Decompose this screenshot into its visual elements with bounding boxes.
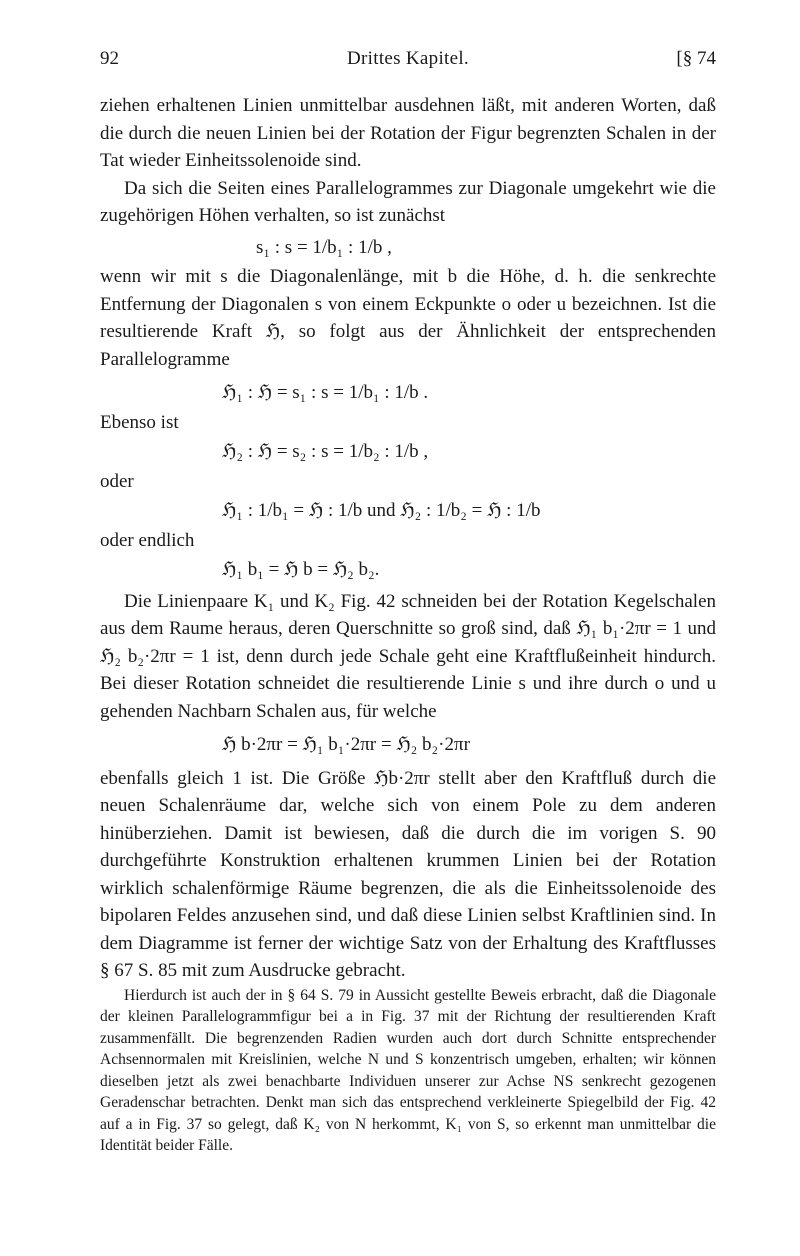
paragraph-5: ebenfalls gleich 1 ist. Die Größe ℌb·2πr stellt aber den Kraftfluß durch die neuen Schalenräume dar, welche sich von einem Pole zu dem anderen hinüberziehen. Damit ist bewiesen, daß die durch die im vorigen S. 90 durchgeführte Konstruktion erhaltenen krummen Linien bei der Rotation wirklich schalenförmige Räume begrenzen, die als die Einheitssolenoide des bipolaren Feldes anzusehen sind, und daß diese Linien selbst Kraftlinien sind. In dem Diagramme ist ferner der wichtige Satz von der Erhaltung des Kraftflusses § 67 S. 85 mit zum Ausdrucke gebracht. bbox=[100, 767, 716, 981]
equation-3 bbox=[100, 438, 716, 466]
ebenso-label: Ebenso ist bbox=[100, 411, 179, 433]
equation-4-text: ℌ₁ : 1/b₁ = ℌ : 1/b und ℌ₂ : 1/b₂ = ℌ : 1/b bbox=[222, 500, 541, 521]
paragraph-1: ziehen erhaltenen Linien unmittelbar ausdehnen läßt, mit anderen Worten, daß die durch die neuen Linien bei der Rotation der Figur begrenzten Schalen in der Tat wieder Einheitssolenoide sind. bbox=[100, 95, 716, 171]
paragraph-2: Da sich die Seiten eines Parallelogrammes zur Diagonale umgekehrt wie die zugehörigen Höhen verhalten, so ist zunächst bbox=[100, 177, 716, 226]
body-text bbox=[100, 92, 716, 1157]
oder-label: oder bbox=[100, 470, 134, 492]
paragraph-3: wenn wir mit s die Diagonalenlänge, mit b die Höhe, d. h. die senkrechte Entfernung der Diagonalen s von einem Eckpunkte o oder u bezeichnen. Ist die resultierende Kraft ℌ, so folgt aus der Ähnlichkeit der entsprechenden Parallelogramme bbox=[100, 266, 716, 370]
page-number: 92 bbox=[100, 48, 119, 69]
equation-2-text: ℌ₁ : ℌ = s₁ : s = 1/b₁ : 1/b . bbox=[222, 382, 429, 403]
section-reference: [§ 74 bbox=[676, 48, 716, 69]
footnote-paragraph: Hierdurch ist auch der in § 64 S. 79 in Aussicht gestellte Beweis erbracht, daß die Diagonale der kleinen Parallelogrammfigur bei a in Fig. 37 mit der Richtung der resultierenden Kraft zusammenfällt. Die begrenzenden Radien wurden auch dort durch Schnitte entsprechender Achsennormalen mit Kreislinien, welche N und S konzentrisch umgeben, erhalten; wir können dieselben jetzt als zwei benachbarte Individuen unserer zur Achse NS senkrecht gezogenen Geradenschar betrachten. Denkt man sich das entsprechend verkleinerte Spiegelbild der Fig. 42 auf a in Fig. 37 so gelegt, daß K₂ von N herkommt, K₁ von S, so erkennt man unmittelbar die Identität beider Fälle. bbox=[100, 986, 716, 1154]
equation-6-text: ℌ b·2πr = ℌ₁ b₁·2πr = ℌ₂ b₂·2πr bbox=[222, 734, 470, 755]
paragraph-4: Die Linienpaare K₁ und K₂ Fig. 42 schneiden bei der Rotation Kegelschalen aus dem Raume heraus, deren Querschnitte so groß sind, daß ℌ₁ b₁·2πr = 1 und ℌ₂ b₂·2πr = 1 ist, denn durch jede Schale geht eine Kraftflußeinheit hindurch. Bei dieser Rotation schneidet die resultierende Linie s und ihre durch o und u gehenden Nachbarn Schalen aus, für welche bbox=[100, 590, 716, 722]
equation-3-text: ℌ₂ : ℌ = s₂ : s = 1/b₂ : 1/b , bbox=[222, 441, 429, 462]
equation-1-text: s₁ : s = 1/b₁ : 1/b , bbox=[256, 236, 392, 258]
equation-5-text: ℌ₁ b₁ = ℌ b = ℌ₂ b₂. bbox=[222, 559, 380, 580]
equation-2 bbox=[100, 379, 716, 407]
equation-5 bbox=[100, 556, 716, 584]
oder-endlich-label: oder endlich bbox=[100, 529, 195, 551]
equation-4 bbox=[100, 497, 716, 525]
equation-1 bbox=[100, 234, 716, 262]
equation-6 bbox=[100, 731, 716, 759]
chapter-title: Drittes Kapitel. bbox=[347, 48, 469, 69]
running-header bbox=[100, 48, 716, 74]
